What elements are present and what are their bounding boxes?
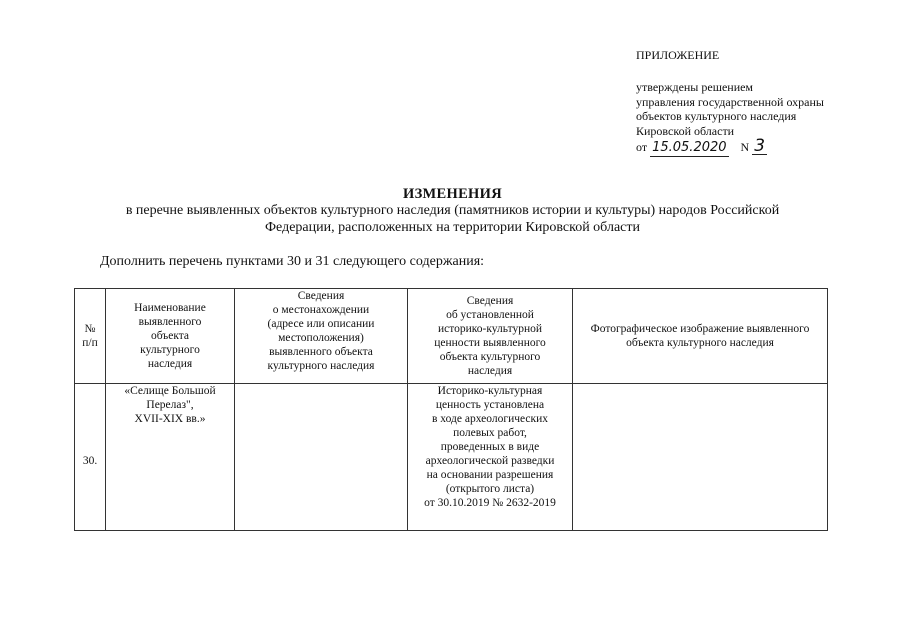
approval-block [636,80,824,157]
table-header-row [75,289,828,384]
document-subtitle [90,202,815,236]
document-title: ИЗМЕНЕНИЯ [403,186,502,202]
heritage-table [74,288,828,531]
intro-text: Дополнить перечень пунктами 30 и 31 следующего содержания: [100,254,485,269]
approval-line: Кировской области [636,124,735,139]
handwritten-number: 3 [754,135,766,156]
approval-line: управления государственной охраны [636,94,824,109]
header-value: Сведения об установленной историко-культурной ценности выявленного объекта культурного наследия [408,289,573,384]
appendix-label: ПРИЛОЖЕНИЕ [636,48,720,62]
date-prefix: от [636,139,648,154]
approval-line: объектов культурного наследия [636,109,797,124]
handwritten-date: 15.05.2020 [652,139,727,155]
header-number: № п/п [75,289,106,384]
row-number: 30. [75,384,106,531]
row-value: Историко-культурная ценность установлена в ходе археологических полевых работ, проведенных в виде археологической разведки на основании разрешения (открытого листа) от 30.10.2019 № 2632-2019 [408,384,573,531]
approval-line: утверждены решением [636,80,754,94]
table-row [75,384,828,531]
row-location [235,384,408,531]
approval-date-line [636,135,824,157]
header-name: Наименование выявленного объекта культурного наследия [106,289,235,384]
row-name: «Селище Большой Перелаз", XVII-XIX вв.» [106,384,235,531]
subtitle-line: в перечне выявленных объектов культурного наследия (памятников истории и культуры) народов Российской [125,203,780,218]
number-prefix: N [740,139,750,154]
row-photo [573,384,828,531]
subtitle-line: Федерации, расположенных на территории Кировской области [265,220,640,235]
header-photo: Фотографическое изображение выявленного объекта культурного наследия [573,289,828,384]
header-location: Сведения о местонахождении (адресе или описании местоположения) выявленного объекта культурного наследия [235,289,408,384]
